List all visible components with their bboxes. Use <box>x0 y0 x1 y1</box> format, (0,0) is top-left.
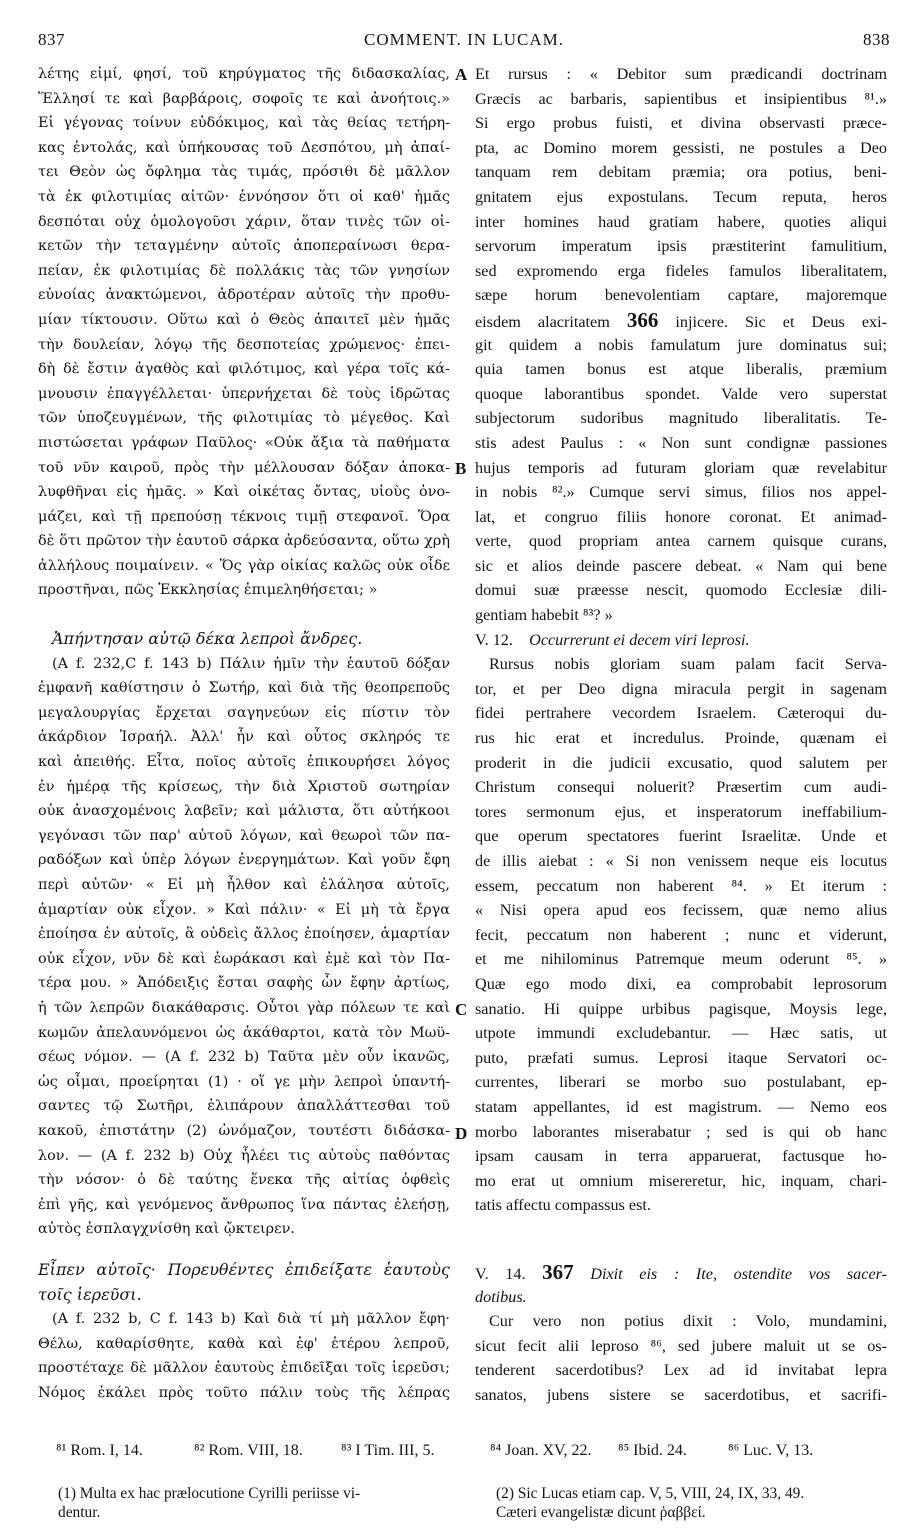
latin-b-line-10: sic et alios deinde pascere debeat. « Nam qui bene <box>475 556 887 575</box>
greek-a-line-21: ἀλλήλους ποιμαίνειν. « Ὅς γὰρ οἰκίας καλῶς οὐκ οἶδε <box>38 557 450 574</box>
footnote-81: ⁸¹ Rom. I, 14. <box>56 1442 143 1459</box>
latin-a-line-8: servorum imperatum ipsis præstiterint famulitium, <box>475 237 887 256</box>
greek-b-line-16: κωμῶν ἀπελαυνόμενοι ὡς ἀκάθαρτοι, κατὰ τὸν Μωϋ- <box>38 1024 450 1041</box>
latin-a-line-9: sed expromendo erga fideles famulos liberalitatem, <box>475 261 887 280</box>
greek-b-line-14: τέρα μου. » Ἀπόδειξις ἔσται σαφὴς ὧν ἔφην ἀρτίως, <box>38 975 450 992</box>
latin-c-line-9: de illis aiebat : « Si non venissem neque eis locutus <box>475 852 887 870</box>
latin-c-line-1: Rursus nobis gloriam suam palam facit Serva- <box>489 655 887 674</box>
greek-a-line-18: λυφθῆναι εἰς ἡμᾶς. » Καὶ οἰκέτας ὄντας, υἱοὺς ὀνο- <box>38 484 450 501</box>
greek-b-line-17: σέως νόμον. — (A f. 232 b) Ταῦτα μὲν οὖν ἱκανῶς, <box>38 1049 450 1066</box>
margin-marker-d: D <box>455 1124 468 1143</box>
greek-a-line-22: προστῆναι, πῶς Ἐκκλησίας ἐπιμεληθήσεται; » <box>38 582 378 599</box>
latin-b-line-9: verte, quod propriam antea carnem quisque curans, <box>475 532 887 551</box>
latin-b-line-8: lat, et congruo filiis honore coronat. Et animad- <box>475 507 887 526</box>
latin-b-line-5: stis adest Paulus : « Non sunt condignæ passiones <box>475 433 887 452</box>
latin-heading-lepers: V. 12. Occurrerunt ei decem viri leprosi. <box>475 630 750 649</box>
greek-a-line-10: εὐνοίας ἀνακτώμενοι, ἁδροτέραν αὐτοῖς τὴν προθυ- <box>38 287 450 304</box>
latin-c-line-22: mo erat ut omnium misereretur, hic, inquam, chari- <box>475 1171 887 1190</box>
greek-b-line-7: οὐκ ἀνασχομένοις λαβεῖν; καὶ μάλιστα, ὅτι αὐτήκοοι <box>38 803 450 820</box>
greek-a-line-16: πιστώσεται γράφων Παῦλος· «Οὐκ ἄξια τὰ παθήματα <box>38 434 450 451</box>
latin-a-line-3: Si ergo probus fuisti, et divina observasti præce- <box>475 114 887 133</box>
running-title: COMMENT. IN LUCAM. <box>364 30 564 49</box>
greek-b-line-2: ἐμφανῆ καθίστησιν ὁ Σωτήρ, καὶ διὰ τῆς θεοπρεποῦς <box>38 680 450 697</box>
latin-b-line-3: quoque laborantibus spondet. Valde vero superstat <box>475 384 887 403</box>
page-number-left: 837 <box>38 30 65 49</box>
latin-b-line-4: subjectorum sudoribus magnitudo liberalitatis. Te- <box>475 409 887 428</box>
latin-a-line-7: inter homines haud gratiam habere, quoties aliqui <box>475 212 887 231</box>
latin-c-line-18: currentes, liberari se morbo suo postulabant, ep- <box>475 1073 887 1092</box>
latin-a-line-10: sæpe horum benevolentiam captare, majoremque <box>475 286 887 305</box>
greek-b-line-3: μεγαλουργίας ἔρχεται σαγηνεύων εἰς πίστιν τὸν <box>38 704 450 721</box>
greek-text-block-3 <box>38 1307 450 1405</box>
latin-d-line-2: sicut fecit alii leproso ⁸⁶, sed jubere maluit ut se os- <box>475 1336 887 1355</box>
latin-c-line-6: Christum consequi noluerit? Præsertim cum audi- <box>475 778 887 797</box>
latin-c-line-3: fidei pertrahere vecordem Israelem. Cæteroqui du- <box>475 704 887 723</box>
footnote-83: ⁸³ I Tim. III, 5. <box>341 1442 435 1459</box>
greek-b-line-22: τὴν νόσον· ὁ δὲ ταύτης ἕνεκα τῆς αἰτίας ὀφθεὶς <box>38 1172 450 1189</box>
latin-b-line-2: quia tamen bonus est atque liberalis, præmium <box>475 360 887 379</box>
latin-b-line-11: domui suæ præesse nescit, quomodo Ecclesiæ dili- <box>475 581 887 600</box>
latin-c-line-2: tor, et per Deo digna miracula pergit in sagenam <box>475 679 887 698</box>
greek-b-line-20: κακοῦ, ἐπιστάτην (2) ὠνόμαζον, τουτέστι διδάσκα- <box>38 1122 450 1139</box>
page-number-right: 838 <box>863 30 890 49</box>
greek-b-line-23: ἐπὶ γῆς, καὶ γενόμενος ἄνθρωπος ἵνα πάντας ἐλεήσῃ, <box>38 1196 450 1213</box>
latin-c-line-14: Quæ ego modo dixi, ea comprobabit leprosorum <box>475 974 887 993</box>
latin-text-block-4 <box>475 1309 887 1407</box>
latin-c-line-10: essem, peccatum non haberent ⁸⁴. » Et iterum : <box>475 876 887 895</box>
latin-c-line-4: rus hic erat et incredulus. Proinde, quænam ei <box>475 729 887 748</box>
greek-b-line-10: περὶ αὐτῶν· « Εἰ μὴ ἦλθον καὶ ἐλάλησα αὐτοῖς, <box>38 877 450 893</box>
greek-b-line-19: σαντες τῷ Σωτῆρι, ἐλιπάρουν ἀπαλλάττεσθαι τοῦ <box>38 1098 450 1115</box>
latin-c-line-20: morbo laborantes miserabatur ; sed is qui ob hanc <box>475 1122 887 1141</box>
footnote-82: ⁸² Rom. VIII, 18. <box>194 1442 303 1459</box>
greek-b-line-18: ὡς οἶμαι, προείρηται (1) · οἵ γε μὴν λεπροὶ ὑπαντή- <box>38 1073 450 1090</box>
latin-c-line-8: que operum spectatores fuerint Israelitæ. Unde et <box>475 827 887 846</box>
greek-a-line-11: μίαν τίκτουσιν. Οὕτω καὶ ὁ Θεὸς ἀπαιτεῖ μὲν ἡμᾶς <box>38 311 450 328</box>
editor-note-1: (1) Multa ex hac prælocutione Cyrilli periisse vi- dentur. <box>58 1485 361 1521</box>
scripture-footnotes <box>38 1442 888 1468</box>
greek-b-line-4: ἀκάρδιον Ἰσραήλ. Ἀλλ' ἦν καὶ οὗτος σκληρός τε <box>38 729 450 746</box>
greek-heading-lepers: Ἀπήντησαν αὐτῷ δέκα λεπροὶ ἄνδρες. <box>52 629 363 649</box>
greek-b-line-6: ἐν ἡμέρᾳ τῆς κρίσεως, τὴν διὰ Χριστοῦ σωτηρίαν <box>38 778 450 795</box>
latin-text-block-1 <box>475 62 887 308</box>
column-marker-367: 367 <box>542 1259 574 1284</box>
latin-c-line-21: ipsam causam in terra apparuerat, factusque ho- <box>475 1147 887 1166</box>
greek-heading-show-priests-b: τοῖς ἱερεῦσι. <box>38 1284 142 1304</box>
greek-heading-show-priests-a: Εἶπεν αὐτοῖς· Πορευθέντες ἐπιδείξατε ἑαυτοὺς <box>38 1259 450 1279</box>
latin-b-line-1: git quidem a nobis famulatum jure dominatus sui; <box>475 335 887 354</box>
greek-a-line-14: μνουσιν ἐπαγγέλλεται· ὑπερνήχεται δὲ τοὺς ἱδρῶτας <box>38 385 450 402</box>
margin-marker-c: C <box>455 1000 468 1019</box>
greek-b-line-9: ραδόξων καὶ ὑπὲρ λόγων ἐνεργημάτων. Καὶ γοῦν ἔφη <box>38 852 450 869</box>
editor-note-2: (2) Sic Lucas etiam cap. V, 5, VIII, 24, IX, 33, 49. Cæteri evangelistæ dicunt ῥαββεί. <box>496 1485 805 1521</box>
latin-a-line-1: Et rursus : « Debitor sum prædicandi doctrinam <box>475 65 887 83</box>
latin-a-line-2: Græcis ac barbaris, sapientibus et insipientibus ⁸¹.» <box>475 89 887 108</box>
running-header <box>38 30 890 56</box>
greek-a-line-7: δεσπόται οὐχ ὁμολογοῦσι χάριν, ὅταν τινὲς τῶν οἰ- <box>38 213 450 230</box>
greek-a-line-20: δὲ ὅτι πρῶτον τὴν ἑαυτοῦ σάρκα ἀρδεύσαντα, οὕτω χρὴ <box>38 533 450 550</box>
latin-d-line-3: tenderent sacerdotibus? Lex ad id invitabat lepra <box>475 1361 887 1380</box>
latin-c-line-16: utpote immundi excludebantur. — Hæc satis, ut <box>475 1024 887 1043</box>
latin-d-line-4: sanatos, jubens sistere se sacerdotibus, et sacrifi- <box>475 1385 887 1404</box>
greek-b-line-1: (A f. 232,C f. 143 b) Πάλιν ἡμῖν τὴν ἑαυτοῦ δόξαν <box>52 655 450 672</box>
greek-text-block-2 <box>38 652 450 1242</box>
latin-text-block-2 <box>475 333 887 628</box>
greek-c-line-4: Νόμος ἐκάλει πρὸς τοῦτο πάλιν τοὺς τῆς λέπρας <box>38 1384 450 1401</box>
greek-a-line-5: τει Θεὸν ὡς ὄφλημα τὰς τιμάς, πρόσιθι δὲ μᾶλλον <box>38 164 450 181</box>
margin-marker-b: B <box>455 459 467 478</box>
latin-c-line-19: statam appellantes, id est magistrum. — Nemo eos <box>475 1097 887 1116</box>
greek-text-block-1 <box>38 62 450 603</box>
greek-c-line-1: (A f. 232 b, C f. 143 b) Καὶ διὰ τί μὴ μᾶλλον ἔφη· <box>52 1311 450 1328</box>
greek-b-line-11: ἁμαρτίαν οὐκ εἶχον. » Καὶ πάλιν· « Εἰ μὴ τὰ ἔργα <box>38 901 450 918</box>
latin-b-line-7: in nobis ⁸².» Cumque servi simus, filios nos appel- <box>475 483 887 502</box>
greek-a-line-9: πείαν, ἐκ φιλοτιμίας δὲ πολλάκις τὰς τῶν γνησίων <box>38 262 450 279</box>
margin-marker-a: A <box>455 65 468 84</box>
greek-b-line-15: ἡ τῶν λεπρῶν διακάθαρσις. Οὗτοι γὰρ πόλεων τε καὶ <box>38 999 450 1016</box>
footnote-84: ⁸⁴ Joan. XV, 22. <box>490 1442 592 1459</box>
latin-b-line-12: gentiam habebit ⁸³? » <box>475 606 613 625</box>
greek-b-line-13: οὐκ εἶχον, νῦν δὲ καὶ ἑωράκασι καὶ ἐμὲ καὶ τὸν Πα- <box>38 950 450 967</box>
latin-d-line-1: Cur vero non potius dixit : Volo, mundamini, <box>489 1312 887 1331</box>
latin-c-line-23: tatis affectu compassus est. <box>475 1196 651 1215</box>
greek-b-line-12: ἐποίησα ἐν αὐτοῖς, ἃ οὐδεὶς ἄλλος ἐποίησεν, ἁμαρτίαν <box>38 926 450 943</box>
greek-a-line-13: δὴ δὲ ἔστιν ἀγαθὸς καὶ φιλότιμος, καὶ γέρα τοῖς κά- <box>38 361 450 378</box>
latin-c-line-5: proderit in die judicii excusatio, quod salutem per <box>475 753 887 772</box>
footnote-85: ⁸⁵ Ibid. 24. <box>618 1442 687 1459</box>
greek-a-line-4: κας ἐντολάς, καὶ ὑπήκουσας τοῦ Δεσπότου, μὴ ἀπαί- <box>38 139 450 156</box>
footnote-86: ⁸⁶ Luc. V, 13. <box>728 1442 814 1459</box>
greek-a-line-3: Εἰ γέγονας τοίνυν εὐδόκιμος, καὶ τὰς θείας τετήρη- <box>38 115 450 132</box>
latin-heading-show-priests-b: dotibus. <box>475 1287 527 1306</box>
greek-a-line-17: τοῦ νῦν καιροῦ, πρὸς τὴν μέλλουσαν δόξαν ἀποκα- <box>38 459 450 476</box>
latin-c-line-15: sanatio. Hi quippe urbibus pagisque, Moysis lege, <box>475 999 887 1018</box>
latin-a-line-4: pta, ac Domino morem gessisti, ne postules a Deo <box>475 138 887 157</box>
latin-a-line-6: gnitatem ejus expostulans. Tecum reputa, heros <box>475 187 887 206</box>
greek-b-line-8: γεγόνασι τῶν παρ' αὐτοῦ λόγων, καὶ θεωροὶ τῶν πα- <box>38 827 450 844</box>
latin-line-366: eisdem alacritatem 366 injicere. Sic et Deus exi- <box>475 307 887 332</box>
latin-c-line-12: fecit, peccatum non haberent ; nunc et viderunt, <box>475 925 887 944</box>
latin-text-block-3 <box>475 652 887 1218</box>
greek-c-line-2: Θέλω, καθαρίσθητε, καθὰ καὶ ἐφ' ἑτέρου λεπροῦ, <box>38 1335 450 1352</box>
greek-b-line-21: λον. — (A f. 232 b) Οὐχ ἧλέει τις αὐτοὺς παθόντας <box>38 1147 450 1164</box>
latin-c-line-7: tores sermonum ejus, et insperatorum ineffabilium- <box>475 802 887 821</box>
greek-a-line-2: Ἕλλησί τε καὶ βαρβάροις, σοφοῖς τε καὶ ἀνοήτοις.» <box>38 90 450 107</box>
greek-b-line-24: αὐτὸς ἐσπλαγχνίσθη καὶ ᾤκτειρεν. <box>38 1221 295 1238</box>
latin-c-line-13: et me nihilominus Patremque meum oderunt ⁸⁵. » <box>475 950 887 969</box>
greek-a-line-12: τὴν δουλείαν, λόγῳ τῆς δεσποτείας χρώμενος· ἐπει- <box>38 336 450 353</box>
greek-c-line-3: προστέταχε δὲ μᾶλλον ἑαυτοὺς ἐπιδεῖξαι τοῖς ἱερεῦσι; <box>38 1360 450 1377</box>
latin-b-line-6: hujus temporis ad futuram gloriam quæ revelabitur <box>475 458 887 477</box>
greek-column <box>38 62 450 1405</box>
latin-c-line-11: « Nisi opera apud eos fecissem, quæ nemo alius <box>475 901 887 920</box>
greek-a-line-19: μάζει, καὶ τῇ πρεπούσῃ τέκνοις τιμῇ στεφανοῖ. Ὅρα <box>38 508 450 525</box>
greek-b-line-5: καὶ ἀπειθής. Εἶτα, ποῖος αὐτοῖς ἐπικουρήσει λόγος <box>38 754 450 771</box>
latin-column <box>475 62 887 1407</box>
latin-c-line-17: puto, præfati sumus. Leprosi itaque Servatori oc- <box>475 1048 887 1067</box>
greek-a-line-1: λέτης εἰμί, φησί, τοῦ κηρύγματος τῆς διδασκαλίας, <box>38 66 450 82</box>
greek-a-line-15: τῶν ὑποζευγμένων, τῆς φιλοτιμίας τὸ μέγεθος. Καὶ <box>38 410 450 427</box>
latin-a-line-5: tanquam rem debitam præmia; ora potius, beni- <box>475 163 887 182</box>
greek-a-line-8: κετῶν τὴν τεταγμένην αὐτοῖς ἀποπεραίνωσι θερα- <box>38 238 450 255</box>
latin-heading-show-priests-a: V. 14. 367 Dixit eis : Ite, ostendite vos sacer- <box>475 1259 887 1284</box>
column-marker-366: 366 <box>626 307 659 332</box>
greek-a-line-6: τὰ ἐκ φιλοτιμίας αἰτῶν· ἐννόησον ὅτι οἱ καθ' ἡμᾶς <box>38 188 450 205</box>
